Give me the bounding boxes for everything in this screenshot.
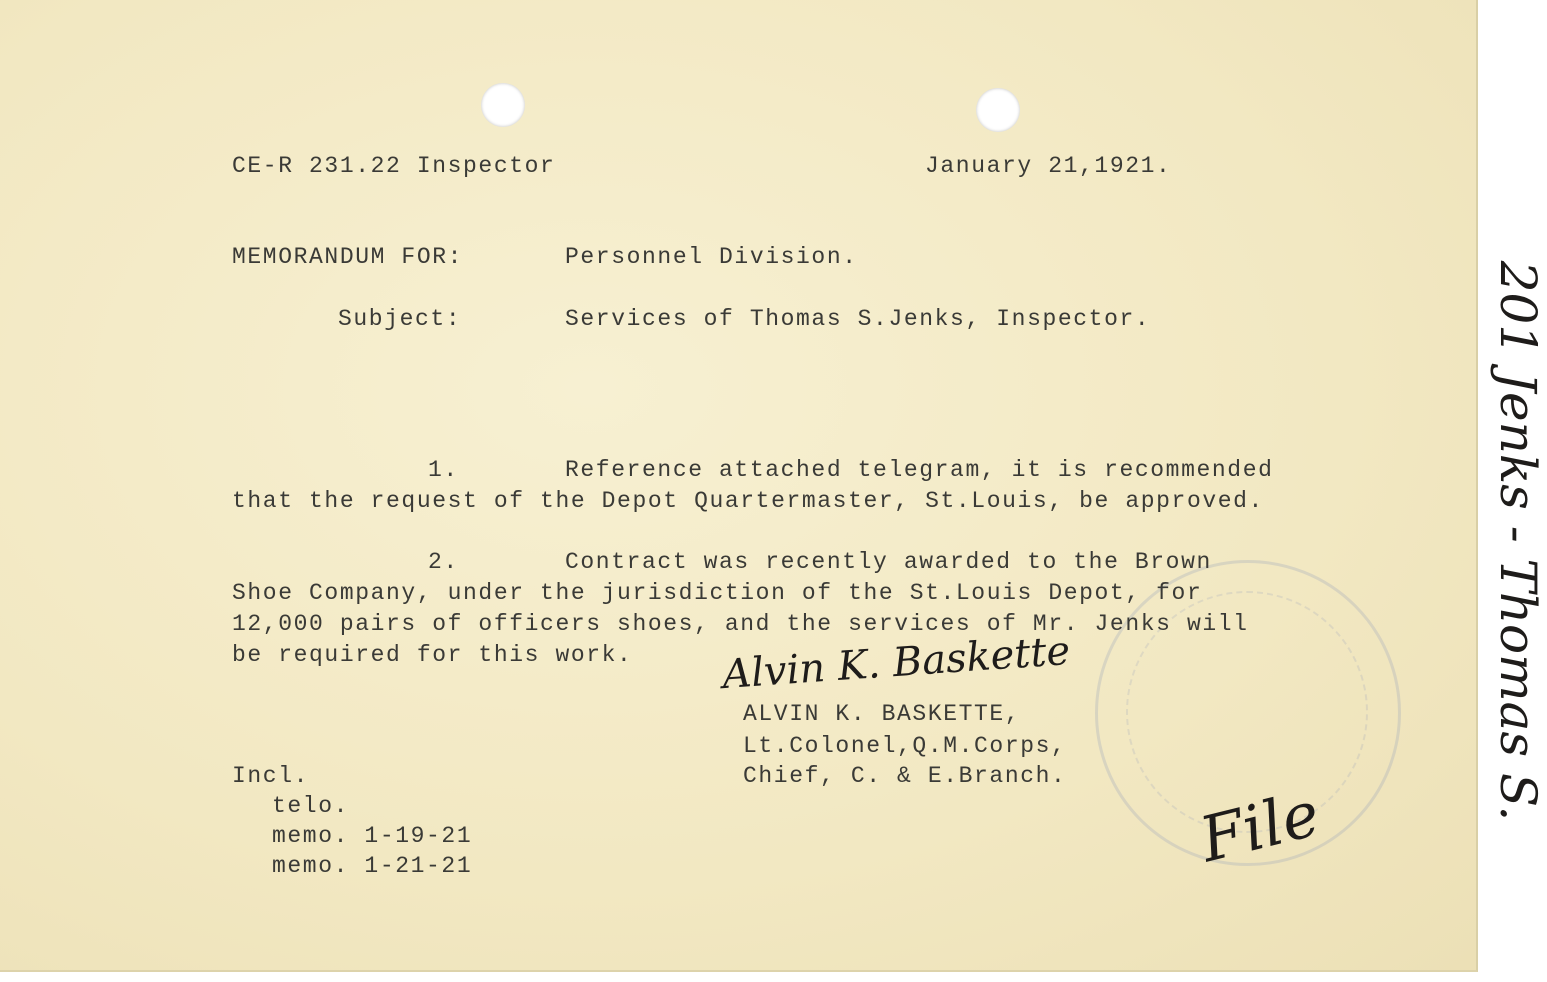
enclosure-item: memo. 1-19-21 bbox=[272, 823, 473, 849]
signatory-title: Chief, C. & E.Branch. bbox=[743, 763, 1067, 789]
handwritten-signature: Alvin K. Baskette bbox=[720, 627, 1072, 699]
paragraph-1-line: Reference attached telegram, it is recommended bbox=[565, 457, 1274, 483]
punch-hole-right bbox=[976, 88, 1020, 132]
subject-value: Services of Thomas S.Jenks, Inspector. bbox=[565, 306, 1151, 332]
memorandum-for-label: MEMORANDUM FOR: bbox=[232, 244, 464, 270]
paragraph-2-line: 12,000 pairs of officers shoes, and the services of Mr. Jenks will bbox=[232, 611, 1249, 637]
signatory-rank: Lt.Colonel,Q.M.Corps, bbox=[743, 733, 1067, 759]
paragraph-2-line: Contract was recently awarded to the Brown bbox=[565, 549, 1212, 575]
margin-handwritten-note: 201 Jenks - Thomas S. bbox=[1489, 260, 1547, 822]
enclosure-item: memo. 1-21-21 bbox=[272, 853, 473, 879]
file-reference: CE-R 231.22 Inspector bbox=[232, 153, 556, 179]
memo-date: January 21,1921. bbox=[925, 153, 1172, 179]
paragraph-2-line: Shoe Company, under the jurisdiction of the St.Louis Depot, for bbox=[232, 580, 1203, 606]
enclosure-item: telo. bbox=[272, 793, 350, 819]
paragraph-2-line: be required for this work. bbox=[232, 642, 633, 668]
file-handwritten-note: File bbox=[1192, 776, 1327, 877]
enclosures-label: Incl. bbox=[232, 763, 310, 789]
subject-label: Subject: bbox=[338, 306, 462, 332]
paragraph-1-line: that the request of the Depot Quartermaster, St.Louis, be approved. bbox=[232, 488, 1264, 514]
paragraph-2-number: 2. bbox=[428, 549, 459, 575]
punch-hole-left bbox=[481, 83, 525, 127]
signatory-name: ALVIN K. BASKETTE, bbox=[743, 701, 1021, 727]
paragraph-1-number: 1. bbox=[428, 457, 459, 483]
memorandum-for-value: Personnel Division. bbox=[565, 244, 858, 270]
